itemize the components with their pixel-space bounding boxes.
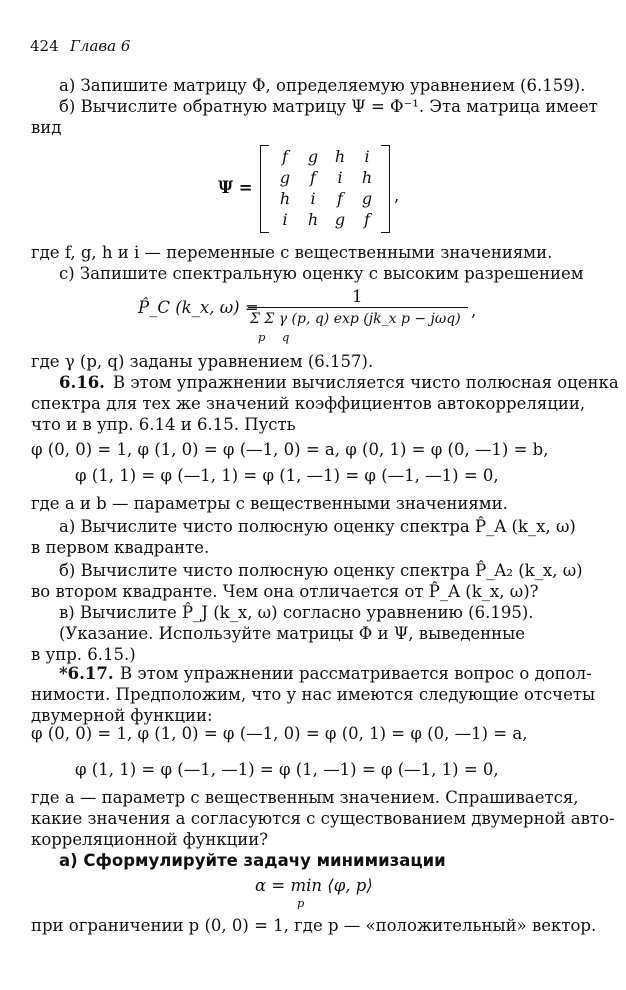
where-fghi: где f, g, h и i — переменные с вещественными значениями. xyxy=(31,243,553,262)
ex616-line1: В этом упражнении вычисляется чисто полюсная оценка xyxy=(113,373,619,392)
formula-pc-numerator: 1 xyxy=(352,287,363,306)
matrix-cell: g xyxy=(307,147,319,166)
right-bracket xyxy=(381,145,390,233)
matrix-cell: f xyxy=(337,189,343,208)
formula-pc-denominator: Σ Σ γ (p, q) exp (jk_x p − jωq) xyxy=(250,311,461,327)
ex617-line3: двумерной функции: xyxy=(31,706,213,725)
matrix-cell: h xyxy=(307,210,319,229)
matrix-cell: g xyxy=(361,189,373,208)
sum-index-q: q xyxy=(282,330,290,344)
chapter-title: Глава 6 xyxy=(70,37,131,55)
ex617-line2: нимости. Предположим, что у нас имеются следующие отсчеты xyxy=(31,685,596,704)
formula-pc-comma: , xyxy=(471,301,477,320)
ex616-hint2: в упр. 6.15.) xyxy=(31,645,136,664)
ex616-b-line2: во втором квадранте. Чем она отличается от P̂_A (k_x, ω)? xyxy=(31,582,539,601)
ex616-where-ab: где a и b — параметры с вещественными значениями. xyxy=(31,494,508,513)
part-b-line2: вид xyxy=(31,118,62,137)
formula-pc-lhs: P̂_C (k_x, ω) = xyxy=(138,298,259,317)
exercise-6-16-number: 6.16. xyxy=(59,373,105,392)
ex616-c-line: в) Вычислите P̂_J (k_x, ω) согласно уравнению (6.195). xyxy=(59,603,534,622)
ex616-a-line1: а) Вычислите чисто полюсную оценку спектра P̂_A (k_x, ω) xyxy=(59,517,576,536)
ex616-b-line1: б) Вычислите чисто полюсную оценку спектра P̂_A₂ (k_x, ω) xyxy=(59,561,583,580)
part-c-text: с) Запишите спектральную оценку с высоким разрешением xyxy=(59,264,584,283)
ex617-a-heading: а) Сформулируйте задачу минимизации xyxy=(59,851,446,870)
matrix-cell: h xyxy=(334,147,346,166)
matrix-cell: i xyxy=(364,147,370,166)
ex616-line2: спектра для тех же значений коэффициентов автокорреляции, xyxy=(31,394,586,413)
matrix-cell: g xyxy=(334,210,346,229)
ex616-line3: что и в упр. 6.14 и 6.15. Пусть xyxy=(31,415,296,434)
matrix-cell: i xyxy=(337,168,343,187)
min-subscript: p xyxy=(297,896,305,910)
matrix-comma: , xyxy=(394,186,400,205)
ex617-para1: где a — параметр с вещественным значением. Спрашивается, xyxy=(31,788,579,807)
exercise-6-17-number: *6.17. xyxy=(59,664,114,683)
sum-index-p: p xyxy=(258,330,266,344)
ex616-eq2: φ (1, 1) = φ (—1, 1) = φ (1, —1) = φ (—1, —1) = 0, xyxy=(75,466,499,485)
ex617-para3: корреляционной функции? xyxy=(31,830,269,849)
matrix-label: Ψ = xyxy=(218,178,253,197)
ex617-constraint: при ограничении p (0, 0) = 1, где p — «положительный» вектор. xyxy=(31,916,597,935)
matrix-cell: i xyxy=(282,210,288,229)
psi-matrix xyxy=(260,145,390,231)
ex617-para2: какие значения a согласуются с существованием двумерной авто- xyxy=(31,809,615,828)
ex616-a-line2: в первом квадранте. xyxy=(31,538,210,557)
left-bracket xyxy=(260,145,269,233)
matrix-cell: h xyxy=(361,168,373,187)
matrix-cell: h xyxy=(279,189,291,208)
ex617-eq1: φ (0, 0) = 1, φ (1, 0) = φ (—1, 0) = φ (0, 1) = φ (0, —1) = a, xyxy=(31,724,528,743)
matrix-cell: i xyxy=(310,189,316,208)
fraction-line xyxy=(248,307,468,308)
where-gamma: где γ (p, q) заданы уравнением (6.157). xyxy=(31,352,374,371)
ex617-line1: В этом упражнении рассматривается вопрос о допол- xyxy=(120,664,592,683)
ex616-hint1: (Указание. Используйте матрицы Φ и Ψ, выведенные xyxy=(59,624,526,643)
ex616-eq1: φ (0, 0) = 1, φ (1, 0) = φ (—1, 0) = a, φ (0, 1) = φ (0, —1) = b, xyxy=(31,440,549,459)
matrix-cell: f xyxy=(364,210,370,229)
matrix-cell: f xyxy=(282,147,288,166)
matrix-cell: f xyxy=(310,168,316,187)
page-number: 424 xyxy=(30,37,59,55)
ex617-eq2: φ (1, 1) = φ (—1, —1) = φ (1, —1) = φ (—1, 1) = 0, xyxy=(75,760,499,779)
min-formula: α = min ⟨φ, p⟩ xyxy=(255,876,373,895)
matrix-cell: g xyxy=(279,168,291,187)
part-b-line1: б) Вычислите обратную матрицу Ψ = Φ⁻¹. Эта матрица имеет xyxy=(59,97,598,116)
part-a-text: а) Запишите матрицу Φ, определяемую уравнением (6.159). xyxy=(59,76,586,95)
